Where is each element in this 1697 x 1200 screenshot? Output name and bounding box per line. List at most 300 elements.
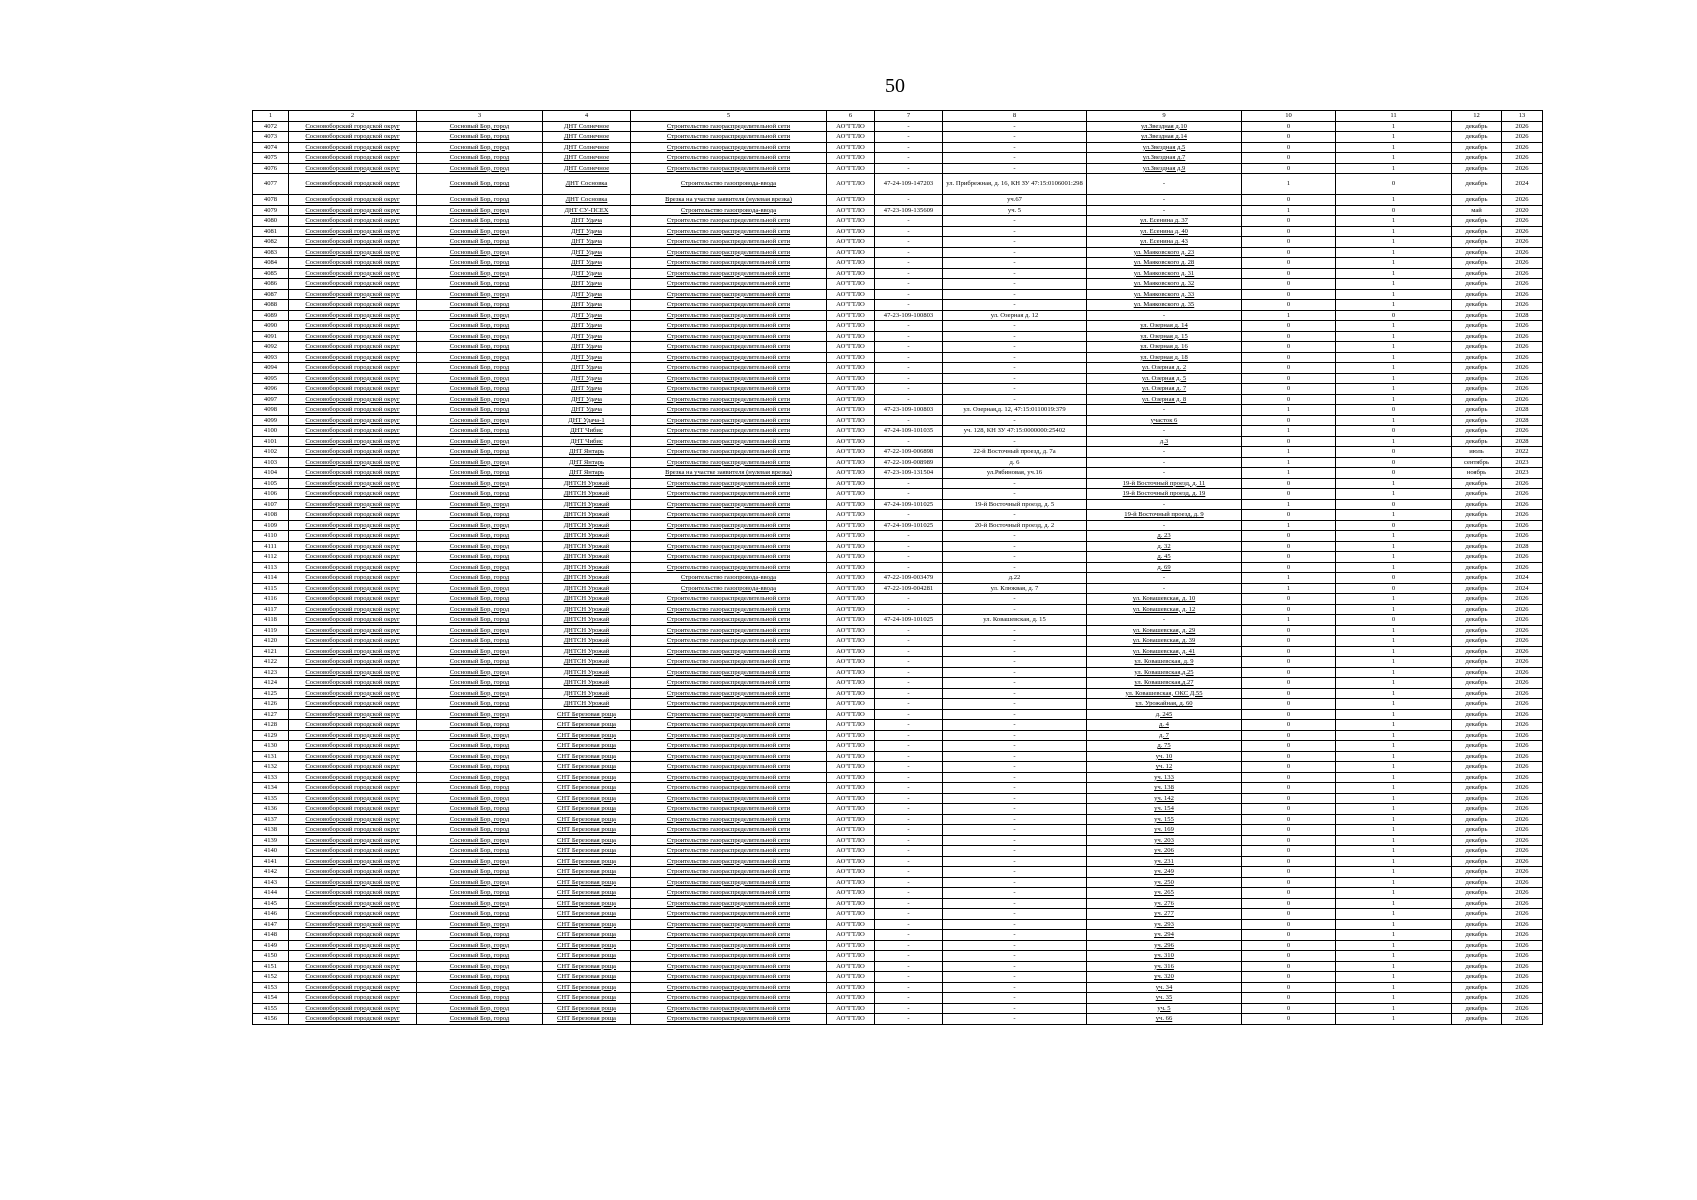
table-cell: - — [1087, 426, 1242, 437]
table-cell: 0 — [1242, 940, 1336, 951]
table-cell: Сосновый Бор, город — [417, 174, 543, 195]
table-cell: 0 — [1336, 468, 1452, 479]
table-cell: 1 — [1336, 972, 1452, 983]
table-cell: Сосновый Бор, город — [417, 205, 543, 216]
table-cell: АО"ГТЛО — [827, 657, 875, 668]
table-cell: 1 — [1336, 625, 1452, 636]
table-cell: СНТ Березовая роща — [543, 961, 631, 972]
table-cell: 2024 — [1502, 174, 1543, 195]
table-cell: Строительство газораспределительной сети — [631, 919, 827, 930]
table-cell: Строительство газораспределительной сети — [631, 730, 827, 741]
table-cell: Строительство газораспределительной сети — [631, 709, 827, 720]
table-row — [253, 541, 1543, 552]
table-cell: 0 — [1242, 321, 1336, 332]
table-cell: 1 — [1336, 510, 1452, 521]
table-cell: 2026 — [1502, 741, 1543, 752]
table-row — [253, 436, 1543, 447]
table-cell: АО"ГТЛО — [827, 510, 875, 521]
column-header: 5 — [631, 111, 827, 122]
table-cell: д. 75 — [1087, 741, 1242, 752]
table-cell: - — [875, 657, 943, 668]
table-cell: Сосновый Бор, город — [417, 846, 543, 857]
table-cell: Сосновоборский городской округ — [289, 426, 417, 437]
table-cell: 4128 — [253, 720, 289, 731]
table-cell: - — [875, 888, 943, 899]
table-cell: 1 — [1336, 909, 1452, 920]
table-cell: д.3 — [1087, 436, 1242, 447]
table-cell: Сосновоборский городской округ — [289, 499, 417, 510]
table-cell: ул.Звездная д.14 — [1087, 132, 1242, 143]
table-cell: декабрь — [1452, 825, 1502, 836]
table-cell: Сосновоборский городской округ — [289, 646, 417, 657]
table-cell: 4116 — [253, 594, 289, 605]
table-cell: ДНТСН Урожай — [543, 625, 631, 636]
table-cell: декабрь — [1452, 741, 1502, 752]
table-cell: - — [943, 373, 1087, 384]
table-cell: ДНТСН Урожай — [543, 541, 631, 552]
table-cell: АО"ГТЛО — [827, 520, 875, 531]
table-cell: АО"ГТЛО — [827, 856, 875, 867]
table-cell: - — [875, 909, 943, 920]
table-row — [253, 342, 1543, 353]
table-cell: 1 — [1336, 562, 1452, 573]
table-cell: Сосновоборский городской округ — [289, 520, 417, 531]
table-cell: ДНТ Чибис — [543, 436, 631, 447]
table-cell: ДНТ Удача — [543, 363, 631, 374]
table-cell: Строительство газораспределительной сети — [631, 499, 827, 510]
table-cell: Строительство газораспределительной сети — [631, 804, 827, 815]
table-cell: 4072 — [253, 121, 289, 132]
table-cell: ДНТСН Урожай — [543, 573, 631, 584]
table-cell: Строительство газопровода-ввода — [631, 583, 827, 594]
table-cell: 2026 — [1502, 951, 1543, 962]
table-cell: 0 — [1336, 520, 1452, 531]
table-cell: - — [943, 835, 1087, 846]
table-cell: 4096 — [253, 384, 289, 395]
table-cell: Строительство газораспределительной сети — [631, 646, 827, 657]
table-cell: - — [875, 646, 943, 657]
table-row — [253, 331, 1543, 342]
table-row — [253, 835, 1543, 846]
table-cell: Строительство газораспределительной сети — [631, 121, 827, 132]
table-cell: СНТ Березовая роща — [543, 993, 631, 1004]
table-cell: Сосновый Бор, город — [417, 993, 543, 1004]
table-cell: ул. Маяковского д. 31 — [1087, 268, 1242, 279]
table-cell: декабрь — [1452, 321, 1502, 332]
table-cell: ул. Маяковского д. 35 — [1087, 300, 1242, 311]
table-cell: Сосновоборский городской округ — [289, 930, 417, 941]
table-cell: декабрь — [1452, 1003, 1502, 1014]
table-cell: 0 — [1242, 793, 1336, 804]
table-cell: АО"ГТЛО — [827, 352, 875, 363]
table-cell: декабрь — [1452, 730, 1502, 741]
table-cell: Строительство газораспределительной сети — [631, 604, 827, 615]
table-cell: - — [875, 636, 943, 647]
table-cell: Сосновоборский городской округ — [289, 415, 417, 426]
table-cell: Сосновый Бор, город — [417, 772, 543, 783]
table-cell: 0 — [1242, 951, 1336, 962]
table-row — [253, 636, 1543, 647]
table-cell: 0 — [1242, 783, 1336, 794]
table-cell: 0 — [1336, 447, 1452, 458]
table-cell: АО"ГТЛО — [827, 972, 875, 983]
table-cell: ДНТ Удача — [543, 331, 631, 342]
table-row — [253, 226, 1543, 237]
table-cell: 1 — [1336, 993, 1452, 1004]
table-cell: Сосновоборский городской округ — [289, 468, 417, 479]
table-cell: - — [943, 1014, 1087, 1025]
table-cell: Сосновоборский городской округ — [289, 363, 417, 374]
table-cell: ДНТ СУ-ПСЕХ — [543, 205, 631, 216]
table-cell: ДНТ Сосновка — [543, 174, 631, 195]
table-cell: 2026 — [1502, 426, 1543, 437]
table-cell: - — [875, 814, 943, 825]
table-cell: 4138 — [253, 825, 289, 836]
table-cell: Сосновоборский городской округ — [289, 205, 417, 216]
table-cell: ДНТ Удача — [543, 258, 631, 269]
table-cell: - — [943, 1003, 1087, 1014]
table-cell: - — [943, 478, 1087, 489]
table-cell: уч. 316 — [1087, 961, 1242, 972]
table-cell: 2028 — [1502, 436, 1543, 447]
table-cell: Сосновоборский городской округ — [289, 898, 417, 909]
table-row — [253, 888, 1543, 899]
table-cell: 2026 — [1502, 625, 1543, 636]
table-cell: 2026 — [1502, 678, 1543, 689]
table-cell: уч. 203 — [1087, 835, 1242, 846]
table-cell: 0 — [1242, 877, 1336, 888]
table-cell: уч. 128, КН ЗУ 47:15:0000000:25402 — [943, 426, 1087, 437]
table-cell: Сосновый Бор, город — [417, 1003, 543, 1014]
table-row — [253, 426, 1543, 437]
table-cell: уч. 277 — [1087, 909, 1242, 920]
table-cell: - — [875, 132, 943, 143]
table-cell: Сосновый Бор, город — [417, 384, 543, 395]
table-cell: 1 — [1336, 940, 1452, 951]
table-cell: Сосновоборский городской округ — [289, 531, 417, 542]
table-cell: Сосновый Бор, город — [417, 331, 543, 342]
table-cell: 4119 — [253, 625, 289, 636]
table-cell: АО"ГТЛО — [827, 142, 875, 153]
table-cell: 0 — [1242, 541, 1336, 552]
table-cell: АО"ГТЛО — [827, 384, 875, 395]
table-cell: 4123 — [253, 667, 289, 678]
table-cell: декабрь — [1452, 856, 1502, 867]
table-cell: уч. 231 — [1087, 856, 1242, 867]
table-cell: ДНТ Удача-1 — [543, 415, 631, 426]
table-row — [253, 783, 1543, 794]
table-cell: декабрь — [1452, 615, 1502, 626]
table-cell: 2026 — [1502, 531, 1543, 542]
table-cell: 19-й Восточный проезд, д. 5 — [943, 499, 1087, 510]
table-cell: АО"ГТЛО — [827, 993, 875, 1004]
table-cell: ДНТСН Урожай — [543, 604, 631, 615]
table-cell: 2026 — [1502, 940, 1543, 951]
table-cell: декабрь — [1452, 846, 1502, 857]
table-cell: декабрь — [1452, 646, 1502, 657]
table-cell: декабрь — [1452, 909, 1502, 920]
table-cell: ул. Ковашевская, д. 29 — [1087, 625, 1242, 636]
table-cell: Сосновоборский городской округ — [289, 457, 417, 468]
table-cell: - — [943, 919, 1087, 930]
table-cell: д. 69 — [1087, 562, 1242, 573]
table-row — [253, 961, 1543, 972]
table-cell: уч. 35 — [1087, 993, 1242, 1004]
table-cell: 2026 — [1502, 856, 1543, 867]
table-cell: 1 — [1336, 289, 1452, 300]
table-cell: ул. Озерная д. 16 — [1087, 342, 1242, 353]
table-cell: ДНТ Солнечное — [543, 121, 631, 132]
table-cell: - — [875, 951, 943, 962]
column-header: 11 — [1336, 111, 1452, 122]
table-cell: декабрь — [1452, 552, 1502, 563]
table-cell: Сосновоборский городской округ — [289, 961, 417, 972]
table-cell: - — [1087, 520, 1242, 531]
table-cell: 1 — [1242, 573, 1336, 584]
table-cell: Строительство газораспределительной сети — [631, 352, 827, 363]
table-cell: АО"ГТЛО — [827, 531, 875, 542]
table-cell: 4111 — [253, 541, 289, 552]
table-cell: Сосновоборский городской округ — [289, 247, 417, 258]
table-cell: декабрь — [1452, 478, 1502, 489]
table-cell: ДНТСН Урожай — [543, 562, 631, 573]
table-cell: Сосновый Бор, город — [417, 373, 543, 384]
table-cell: уч. 155 — [1087, 814, 1242, 825]
table-cell: 4145 — [253, 898, 289, 909]
table-cell: - — [943, 342, 1087, 353]
table-cell: д. 6 — [943, 457, 1087, 468]
table-cell: Строительство газораспределительной сети — [631, 405, 827, 416]
table-cell: АО"ГТЛО — [827, 457, 875, 468]
table-cell: 0 — [1242, 972, 1336, 983]
table-cell: декабрь — [1452, 940, 1502, 951]
table-cell: - — [875, 531, 943, 542]
table-cell: - — [875, 1014, 943, 1025]
table-cell: декабрь — [1452, 426, 1502, 437]
table-row — [253, 520, 1543, 531]
table-cell: ул. Клюквая, д. 7 — [943, 583, 1087, 594]
table-cell: 1 — [1242, 205, 1336, 216]
table-cell: Сосновоборский городской округ — [289, 1003, 417, 1014]
table-cell: 4097 — [253, 394, 289, 405]
table-cell: - — [1087, 174, 1242, 195]
table-cell: АО"ГТЛО — [827, 226, 875, 237]
table-cell: 1 — [1336, 604, 1452, 615]
table-cell: Сосновоборский городской округ — [289, 993, 417, 1004]
table-cell: 4102 — [253, 447, 289, 458]
table-cell: АО"ГТЛО — [827, 426, 875, 437]
table-cell: ДНТ Янтарь — [543, 468, 631, 479]
table-cell: - — [875, 846, 943, 857]
table-cell: уч. 142 — [1087, 793, 1242, 804]
table-cell: - — [943, 804, 1087, 815]
table-cell: 2026 — [1502, 930, 1543, 941]
table-cell: ул. Ковашевская,д.27 — [1087, 678, 1242, 689]
table-cell: Строительство газораспределительной сети — [631, 163, 827, 174]
table-cell: ДНТ Удача — [543, 394, 631, 405]
table-cell: Сосновоборский городской округ — [289, 667, 417, 678]
table-cell: - — [943, 331, 1087, 342]
table-cell: Сосновоборский городской округ — [289, 153, 417, 164]
table-cell: АО"ГТЛО — [827, 667, 875, 678]
table-cell: декабрь — [1452, 877, 1502, 888]
table-cell: - — [1087, 615, 1242, 626]
table-cell: - — [875, 856, 943, 867]
table-cell: 1 — [1242, 426, 1336, 437]
table-cell: Строительство газопровода-ввода — [631, 573, 827, 584]
table-cell: СНТ Березовая роща — [543, 835, 631, 846]
table-cell: 0 — [1242, 814, 1336, 825]
table-cell: Строительство газораспределительной сети — [631, 825, 827, 836]
table-cell: Сосновоборский городской округ — [289, 321, 417, 332]
table-cell: - — [875, 268, 943, 279]
table-cell: 4095 — [253, 373, 289, 384]
table-cell: Строительство газораспределительной сети — [631, 258, 827, 269]
table-cell: 2026 — [1502, 720, 1543, 731]
table-cell: 1 — [1336, 258, 1452, 269]
table-cell: Сосновый Бор, город — [417, 289, 543, 300]
table-cell: ДНТСН Урожай — [543, 594, 631, 605]
table-cell: декабрь — [1452, 363, 1502, 374]
table-cell: 2026 — [1502, 384, 1543, 395]
table-cell: Строительство газораспределительной сети — [631, 247, 827, 258]
table-cell: Сосновый Бор, город — [417, 499, 543, 510]
table-cell: 1 — [1336, 856, 1452, 867]
table-cell: - — [943, 604, 1087, 615]
table-cell: - — [875, 415, 943, 426]
table-cell: декабрь — [1452, 300, 1502, 311]
table-cell: Сосновоборский городской округ — [289, 709, 417, 720]
column-header: 10 — [1242, 111, 1336, 122]
table-cell: Сосновый Бор, город — [417, 1014, 543, 1025]
table-cell: 0 — [1242, 394, 1336, 405]
table-cell: 1 — [1336, 541, 1452, 552]
table-cell: - — [875, 289, 943, 300]
table-cell: уч. 294 — [1087, 930, 1242, 941]
table-cell: 1 — [1336, 867, 1452, 878]
table-cell: 4082 — [253, 237, 289, 248]
table-cell: ДНТ Сосновка — [543, 195, 631, 206]
table-cell: декабрь — [1452, 951, 1502, 962]
table-header — [253, 111, 1543, 122]
table-cell: ул. Есенина д. 40 — [1087, 226, 1242, 237]
table-cell: Сосновый Бор, город — [417, 342, 543, 353]
table-cell: - — [875, 247, 943, 258]
table-row — [253, 604, 1543, 615]
table-cell: СНТ Березовая роща — [543, 877, 631, 888]
table-row — [253, 562, 1543, 573]
table-cell: 0 — [1242, 300, 1336, 311]
table-cell: - — [943, 951, 1087, 962]
table-cell: 2022 — [1502, 447, 1543, 458]
table-cell: Строительство газораспределительной сети — [631, 877, 827, 888]
table-cell: Сосновоборский городской округ — [289, 195, 417, 206]
table-cell: ДНТСН Урожай — [543, 499, 631, 510]
table-cell: 2026 — [1502, 699, 1543, 710]
page-number: 50 — [885, 75, 905, 97]
table-cell: ул. Есенина д. 43 — [1087, 237, 1242, 248]
table-cell: СНТ Березовая роща — [543, 951, 631, 962]
table-cell: Сосновоборский городской округ — [289, 394, 417, 405]
table-cell: - — [875, 898, 943, 909]
table-cell: Сосновый Бор, город — [417, 657, 543, 668]
table-cell: - — [875, 940, 943, 951]
table-cell: АО"ГТЛО — [827, 573, 875, 584]
table-cell: 0 — [1242, 604, 1336, 615]
table-cell: - — [943, 751, 1087, 762]
table-cell: СНТ Березовая роща — [543, 709, 631, 720]
table-cell: ДНТСН Урожай — [543, 583, 631, 594]
table-cell: Сосновый Бор, город — [417, 121, 543, 132]
table-cell: АО"ГТЛО — [827, 279, 875, 290]
table-cell: АО"ГТЛО — [827, 132, 875, 143]
table-cell: 2026 — [1502, 352, 1543, 363]
table-cell: - — [943, 825, 1087, 836]
table-cell: - — [875, 688, 943, 699]
table-cell: 1 — [1336, 1003, 1452, 1014]
table-cell: 0 — [1242, 636, 1336, 647]
table-row — [253, 898, 1543, 909]
table-cell: АО"ГТЛО — [827, 174, 875, 195]
table-cell: 4073 — [253, 132, 289, 143]
table-cell: 0 — [1336, 310, 1452, 321]
table-cell: СНТ Березовая роща — [543, 804, 631, 815]
table-row — [253, 447, 1543, 458]
table-cell: Сосновый Бор, город — [417, 636, 543, 647]
table-cell: СНТ Березовая роща — [543, 888, 631, 899]
table-cell: 2026 — [1502, 709, 1543, 720]
table-cell: декабрь — [1452, 499, 1502, 510]
table-cell: 2026 — [1502, 373, 1543, 384]
table-cell: - — [943, 657, 1087, 668]
table-cell: 1 — [1336, 846, 1452, 857]
table-cell: Сосновоборский городской округ — [289, 405, 417, 416]
table-cell: - — [875, 961, 943, 972]
table-cell: Строительство газораспределительной сети — [631, 678, 827, 689]
table-cell: Строительство газораспределительной сети — [631, 562, 827, 573]
table-cell: - — [943, 772, 1087, 783]
table-cell: Сосновоборский городской округ — [289, 478, 417, 489]
table-cell: 2026 — [1502, 667, 1543, 678]
table-cell: 1 — [1336, 142, 1452, 153]
table-row — [253, 457, 1543, 468]
table-cell: 0 — [1242, 258, 1336, 269]
table-cell: 4085 — [253, 268, 289, 279]
table-cell: декабрь — [1452, 373, 1502, 384]
table-cell: 4114 — [253, 573, 289, 584]
table-cell: 4118 — [253, 615, 289, 626]
table-cell: 2026 — [1502, 331, 1543, 342]
table-cell: - — [943, 940, 1087, 951]
table-cell: Сосновый Бор, город — [417, 541, 543, 552]
table-cell: декабрь — [1452, 352, 1502, 363]
table-cell: - — [875, 121, 943, 132]
table-cell: Врезка на участке заявителя (нулевая врезка) — [631, 195, 827, 206]
table-row — [253, 709, 1543, 720]
table-cell: - — [875, 625, 943, 636]
table-cell: 0 — [1336, 405, 1452, 416]
table-cell: АО"ГТЛО — [827, 888, 875, 899]
table-cell: - — [943, 856, 1087, 867]
table-cell: 0 — [1242, 741, 1336, 752]
table-cell: 1 — [1336, 594, 1452, 605]
table-cell: Сосновоборский городской округ — [289, 226, 417, 237]
table-cell: - — [943, 258, 1087, 269]
table-cell: декабрь — [1452, 142, 1502, 153]
table-cell: 1 — [1336, 300, 1452, 311]
table-row — [253, 804, 1543, 815]
table-cell: - — [875, 153, 943, 164]
